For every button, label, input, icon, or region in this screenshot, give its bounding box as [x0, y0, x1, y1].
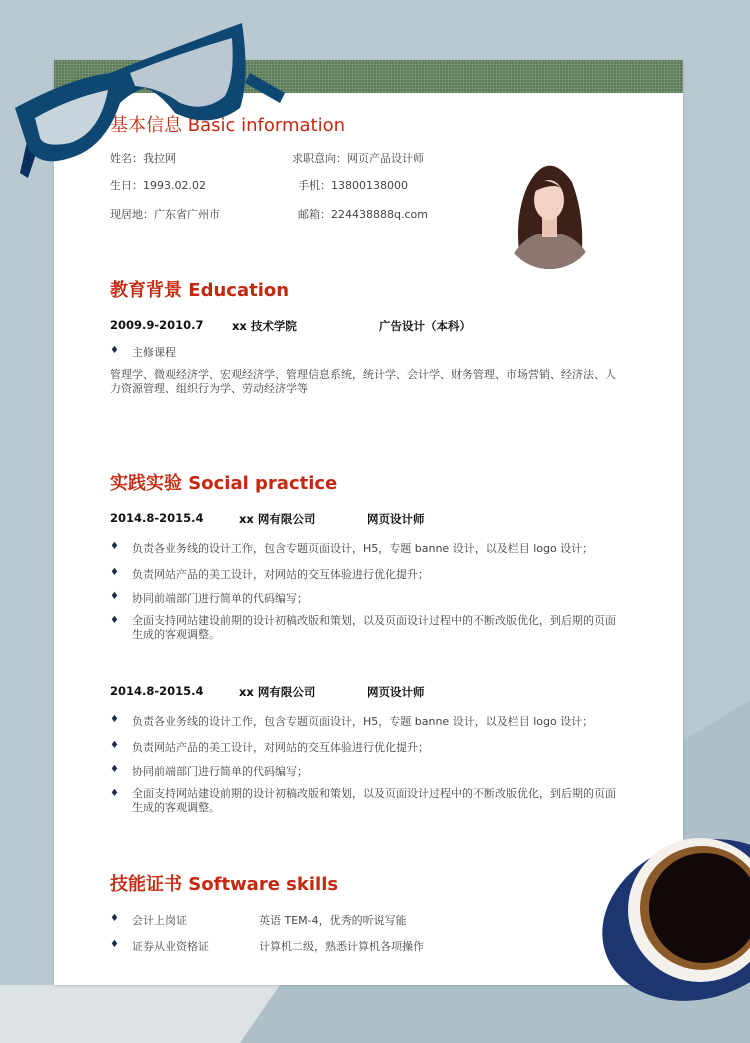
job-company: xx 网有限公司 — [239, 685, 316, 699]
bullet-icon: ♦ — [110, 764, 119, 775]
job-duty: 全面支持网站建设前期的设计初稿改版和策划，以及页面设计过程中的不断改版优化，到后期的页面生成的客观调整。 — [132, 614, 616, 641]
job-role: 网页设计师 — [367, 685, 425, 699]
education-school: xx 技术学院 — [232, 319, 297, 333]
name-field: 姓名：我拉网 — [110, 152, 176, 165]
job-period: 2014.8-2015.4 — [110, 684, 204, 698]
bullet-icon: ♦ — [110, 541, 119, 552]
bullet-icon: ♦ — [110, 345, 119, 356]
phone-field: 手机：13800138000 — [298, 179, 408, 192]
bullet-icon: ♦ — [110, 714, 119, 725]
job-duty: 协同前端部门进行简单的代码编写； — [132, 592, 308, 605]
bullet-icon: ♦ — [110, 913, 119, 924]
skills-heading: 技能证书 Software skills — [110, 874, 339, 895]
job-duty: 负责各业务线的设计工作，包含专题页面设计，H5，专题 banne 设计，以及栏目 logo 设计； — [132, 542, 594, 555]
profile-photo — [502, 152, 597, 269]
bullet-icon: ♦ — [110, 591, 119, 602]
job-duty: 全面支持网站建设前期的设计初稿改版和策划，以及页面设计过程中的不断改版优化，到后期的页面生成的客观调整。 — [132, 787, 616, 814]
birthday-field: 生日：1993.02.02 — [110, 179, 206, 192]
education-period: 2009.9-2010.7 — [110, 318, 204, 332]
location-field: 现居地：广东省广州市 — [110, 208, 220, 221]
job-period: 2014.8-2015.4 — [110, 511, 204, 525]
skill-cert: 会计上岗证 — [132, 914, 187, 927]
skill-cert: 证券从业资格证 — [132, 940, 209, 953]
skill-desc: 英语 TEM-4，优秀的听说写能 — [259, 914, 407, 927]
bullet-icon: ♦ — [110, 939, 119, 950]
job-duty: 负责网站产品的美工设计，对网站的交互体验进行优化提升； — [132, 568, 429, 581]
job-company: xx 网有限公司 — [239, 512, 316, 526]
basic-info-heading: 基本信息 Basic information — [110, 115, 345, 136]
job-duty: 协同前端部门进行简单的代码编写； — [132, 765, 308, 778]
courses-list: 管理学、微观经济学、宏观经济学、管理信息系统，统计学、会计学、财务管理、市场营销、经济法、人力资源管理、组织行为学、劳动经济学等 — [110, 368, 616, 395]
job-role: 网页设计师 — [367, 512, 425, 526]
education-heading: 教育背景 Education — [110, 280, 290, 301]
glasses-decoration — [10, 18, 290, 183]
bullet-icon: ♦ — [110, 567, 119, 578]
bullet-icon: ♦ — [110, 615, 119, 626]
education-major: 广告设计（本科） — [379, 319, 471, 333]
intention-field: 求职意向：网页产品设计师 — [292, 152, 424, 165]
bullet-icon: ♦ — [110, 788, 119, 799]
job-duty: 负责各业务线的设计工作，包含专题页面设计，H5，专题 banne 设计，以及栏目 logo 设计； — [132, 715, 594, 728]
bullet-icon: ♦ — [110, 740, 119, 751]
skill-desc: 计算机二级，熟悉计算机各项操作 — [259, 940, 424, 953]
resume-page — [54, 60, 683, 985]
job-duty: 负责网站产品的美工设计，对网站的交互体验进行优化提升； — [132, 741, 429, 754]
courses-label: 主修课程 — [132, 346, 176, 359]
coffee-cup-decoration — [590, 820, 750, 1043]
practice-heading: 实践实验 Social practice — [110, 473, 338, 494]
email-field: 邮箱：224438888q.com — [298, 208, 428, 221]
